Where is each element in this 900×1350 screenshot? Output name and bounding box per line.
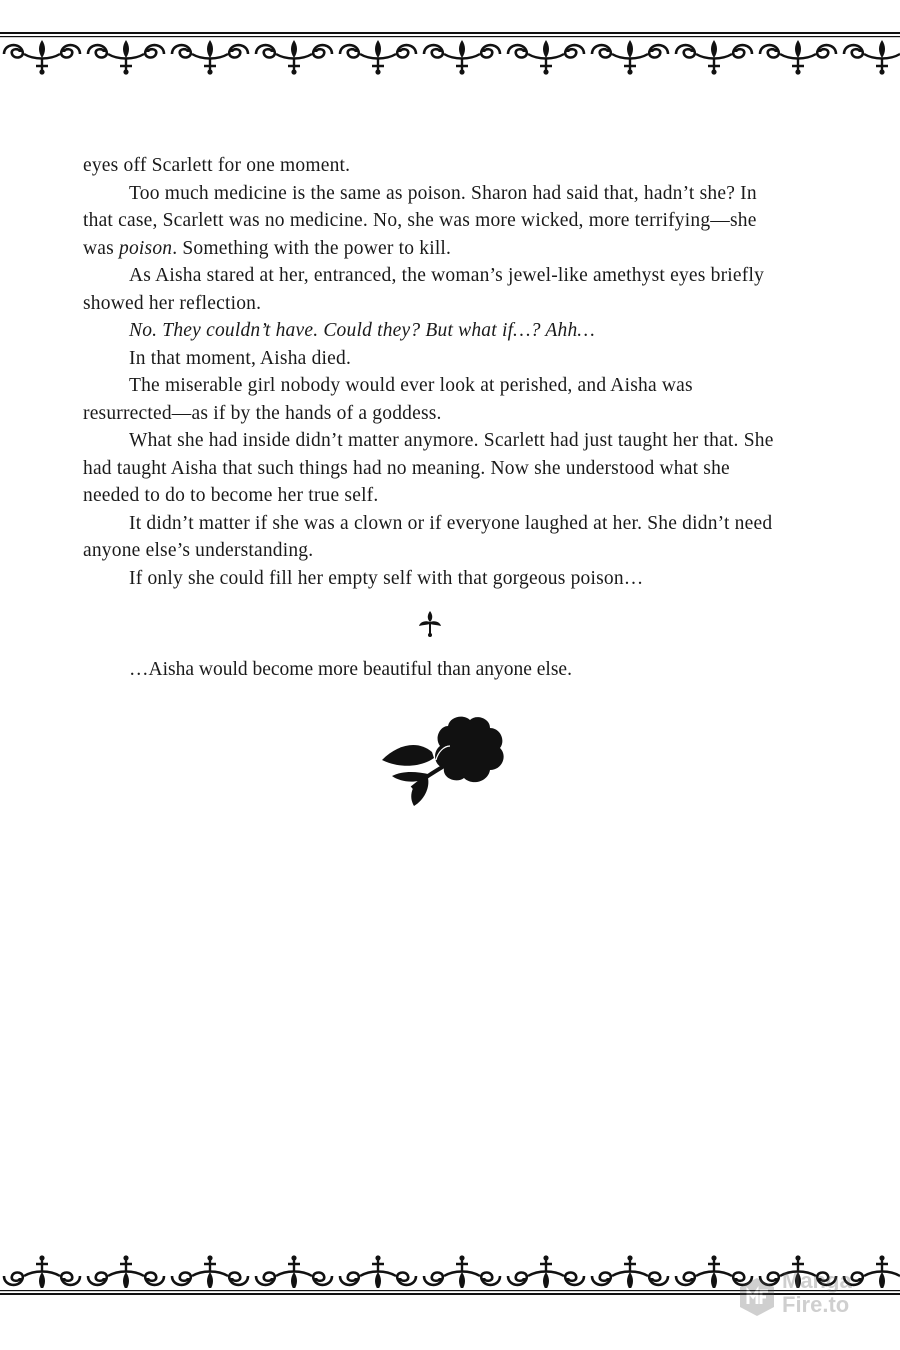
emphasis-text: poison [119, 237, 173, 259]
paragraph [83, 152, 783, 180]
text-run: In that moment, Aisha died. [129, 347, 352, 369]
text-run: It didn’t matter if she was a clown or if everyone laughed at her. She didn’t need anyone else’s understanding. [83, 512, 773, 561]
paragraph [83, 317, 783, 345]
paragraph [83, 180, 783, 263]
text-run: If only she could fill her empty self with that gorgeous poison… [129, 567, 644, 589]
fleuron-icon [417, 610, 443, 638]
paragraph [83, 345, 783, 373]
rose-silhouette-icon [378, 712, 523, 807]
text-run: Too much medicine is the same as poison. Sharon had said that, hadn’t she? In that case, Scarlett was no medicine. No, she was more wicked, more terrifying—she was [83, 182, 757, 259]
paragraph [83, 565, 783, 593]
watermark [736, 1268, 886, 1324]
closing-text [83, 656, 783, 684]
text-run: What she had inside didn’t matter anymore. Scarlett had just taught her that. She had taught Aisha that such things had no meaning. Now she understood what she needed to do to become her true self. [83, 430, 774, 506]
text-run: The miserable girl nobody would ever look at perished, and Aisha was resurrected—as if by the hands of a goddess. [83, 375, 693, 424]
emphasis-text: No. They couldn’t have. Could they? But what if…? Ahh… [129, 320, 595, 341]
watermark-line2: Fire.to [782, 1292, 850, 1317]
paragraph [83, 427, 783, 510]
closing-paragraph: …Aisha would become more beautiful than anyone else. [129, 659, 572, 680]
paragraph [83, 262, 783, 317]
paragraph [83, 510, 783, 565]
watermark-line1: Manga [782, 1268, 852, 1293]
text-run: . Something with the power to kill. [172, 237, 452, 259]
text-run: As Aisha stared at her, entranced, the woman’s jewel-like amethyst eyes briefly showed her reflection. [83, 265, 765, 314]
text-run: eyes off Scarlett for one moment. [83, 155, 351, 176]
paragraph [83, 372, 783, 427]
body-text [83, 152, 783, 592]
top-ornamental-border [0, 30, 900, 78]
mangafire-logo-icon [736, 1276, 778, 1318]
